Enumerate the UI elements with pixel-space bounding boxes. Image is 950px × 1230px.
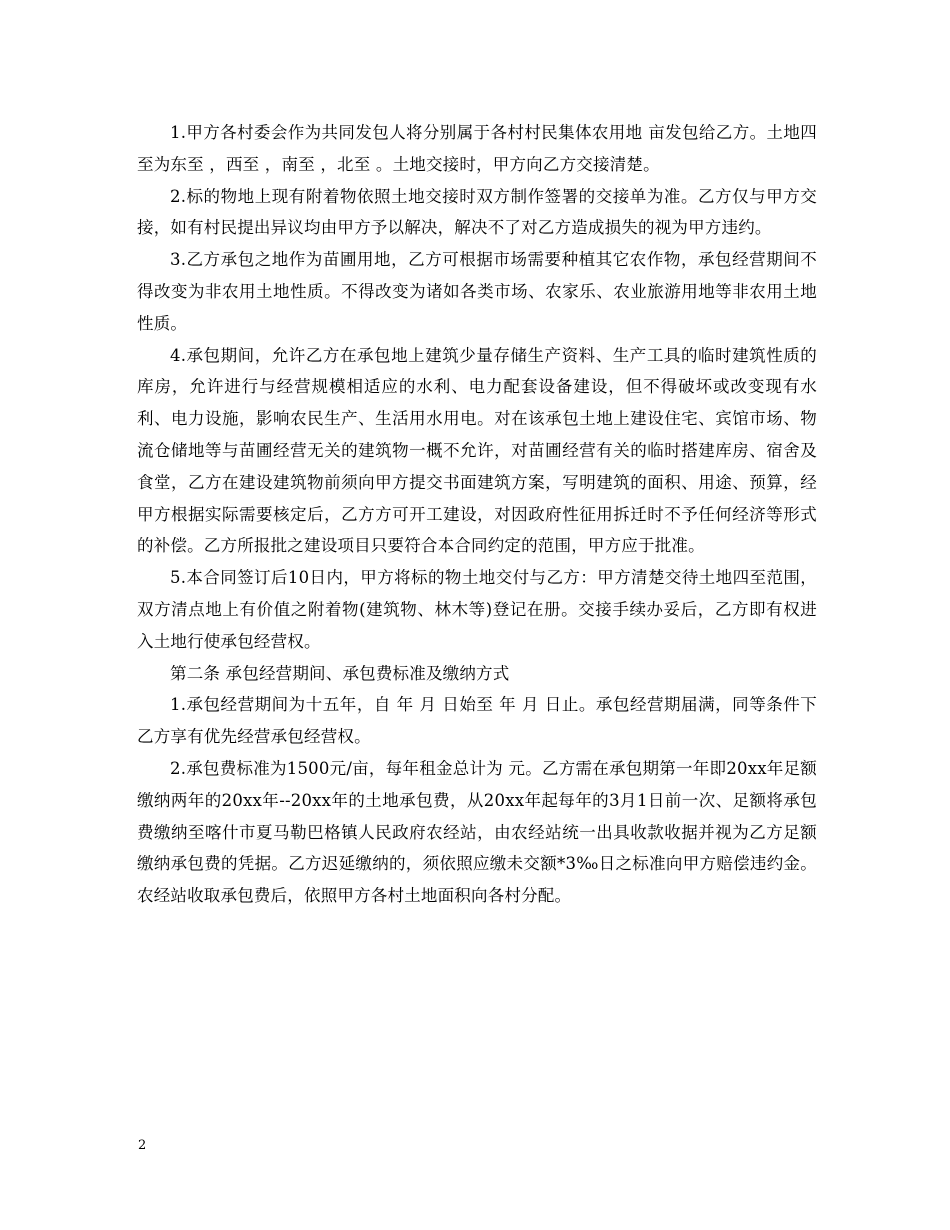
clause-paragraph-4: 4.承包期间，允许乙方在承包地上建筑少量存储生产资料、生产工具的临时建筑性质的库房，允许进行与经营规模相适应的水利、电力配套设备建设，但不得破坏或改变现有水利、电力设施，影响农民生产、生活用水用电。对在该承包土地上建设住宅、宾馆市场、物流仓储地等与苗圃经营无关的建筑物一概不允许，对苗圃经营有关的临时搭建库房、宿舍及食堂，乙方在建设建筑物前须向甲方提交书面建筑方案，写明建筑的面积、用途、预算，经甲方根据实际需要核定后，乙方方可开工建设，对因政府性征用拆迁时不予任何经济等形式的补偿。乙方所报批之建设项目只要符合本合同约定的范围，甲方应于批准。 xyxy=(137,345,817,556)
clause-paragraph-3: 3.乙方承包之地作为苗圃用地，乙方可根据市场需要种植其它农作物，承包经营期间不得改变为非农用土地性质。不得改变为诸如各类市场、农家乐、农业旅游用地等非农用土地性质。 xyxy=(137,250,817,333)
document-body xyxy=(137,117,817,912)
page-number: 2 xyxy=(138,1138,147,1153)
clause-paragraph-5: 5.本合同签订后10日内，甲方将标的物土地交付与乙方：甲方清楚交待土地四至范围，双方清点地上有价值之附着物(建筑物、林木等)登记在册。交接手续办妥后，乙方即有权进入土地行使承包经营权。 xyxy=(137,568,817,651)
clause-paragraph-1: 1.甲方各村委会作为共同发包人将分别属于各村村民集体农用地 亩发包给乙方。土地四至为东至 ，西至 ，南至 ，北至 。土地交接时，甲方向乙方交接清楚。 xyxy=(137,123,817,174)
clause-paragraph-6: 1.承包经营期间为十五年，自 年 月 日始至 年 月 日止。承包经营期届满，同等条件下乙方享有优先经营承包经营权。 xyxy=(137,695,817,747)
clause-paragraph-7: 2.承包费标准为1500元/亩，每年租金总计为 元。乙方需在承包期第一年即20xx年足额缴纳两年的20xx年--20xx年的土地承包费，从20xx年起每年的3月1日前一次、足额将承包费缴纳至喀什市夏马勒巴格镇人民政府农经站，由农经站统一出具收款收据并视为乙方足额缴纳承包费的凭据。乙方迟延缴纳的，须依照应缴未交额*3‰日之标准向甲方赔偿违约金。农经站收取承包费后，依照甲方各村土地面积向各村分配。 xyxy=(137,758,817,906)
clause-paragraph-2: 2.标的物地上现有附着物依照土地交接时双方制作签署的交接单为准。乙方仅与甲方交接，如有村民提出异议均由甲方予以解决，解决不了对乙方造成损失的视为甲方违约。 xyxy=(137,186,817,238)
article-heading: 第二条 承包经营期间、承包费标准及缴纳方式 xyxy=(170,663,510,683)
